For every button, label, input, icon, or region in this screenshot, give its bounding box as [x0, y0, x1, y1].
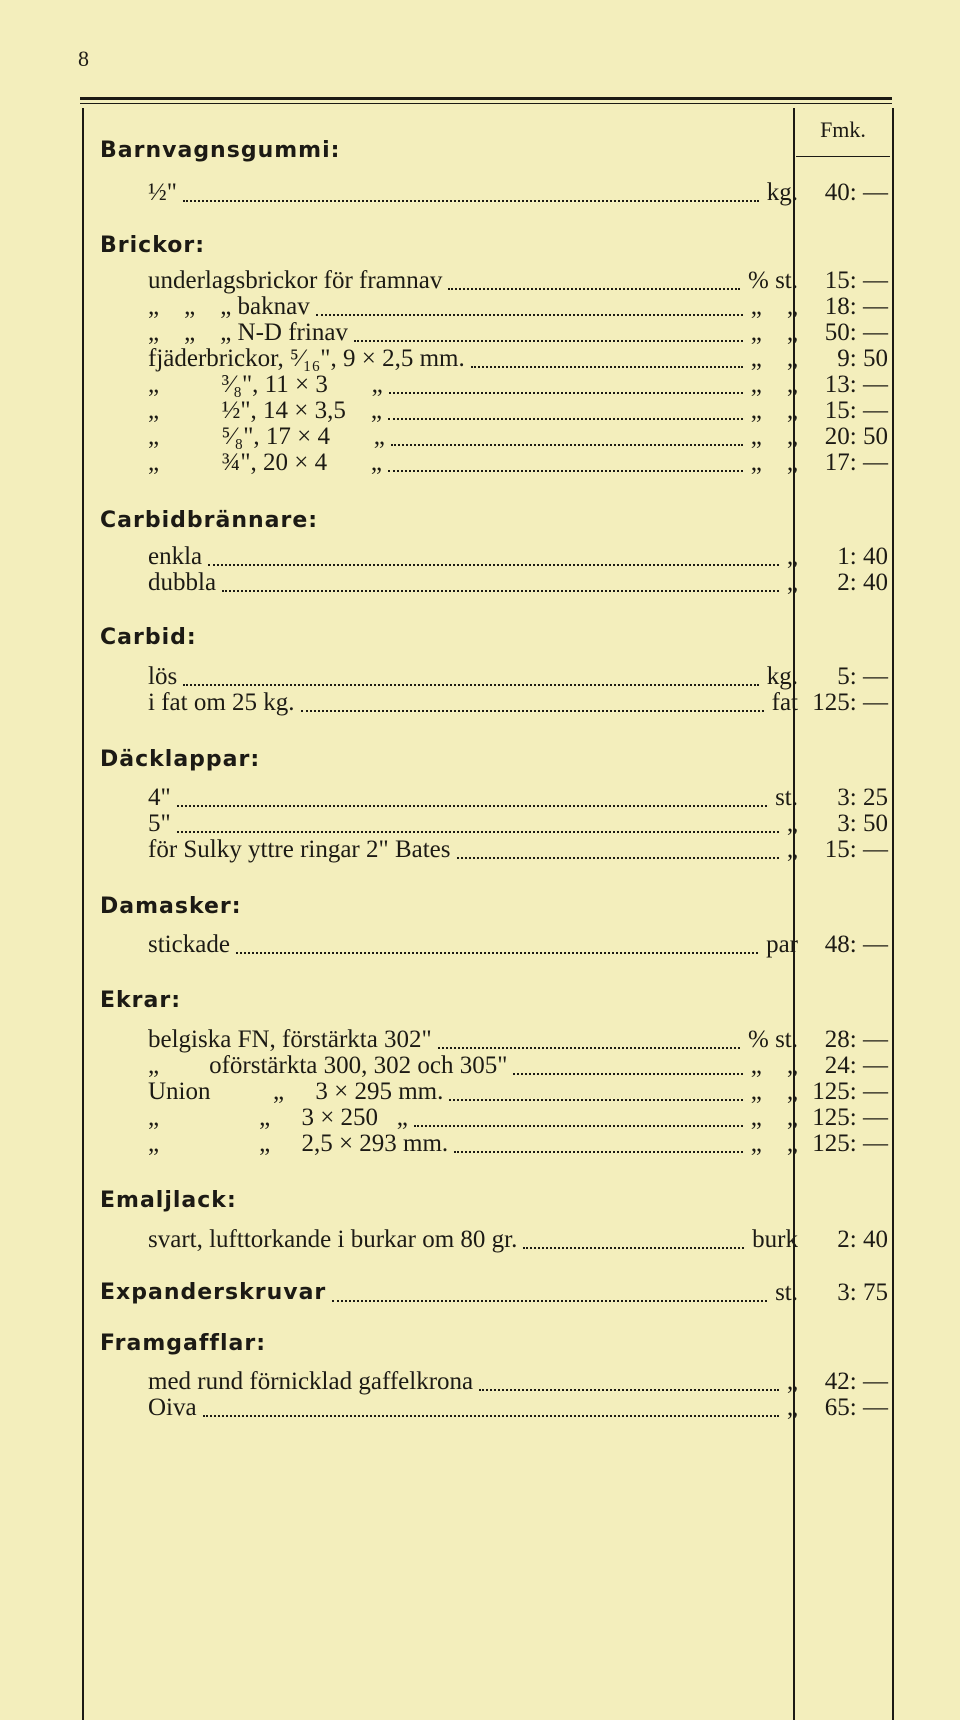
item-price: 5: — [837, 663, 888, 690]
item-description: ½" [148, 179, 177, 206]
item-price: 125: — [812, 1104, 888, 1131]
item-description: Union „ 3 × 295 mm. [148, 1078, 444, 1105]
item-description: fjäderbrickor, ⁵⁄₁₆", 9 × 2,5 mm. [148, 345, 465, 372]
item-price: 28: — [824, 1026, 888, 1053]
item-unit: par [766, 931, 798, 958]
item-price: 125: — [812, 689, 888, 716]
item-price: 40: — [824, 179, 888, 206]
item-unit: „ „ [750, 1078, 798, 1105]
item-unit: „ [786, 810, 798, 837]
item-unit: „ „ [750, 397, 798, 424]
item-description: lös [148, 663, 178, 690]
section-heading: Emaljlack: [100, 1188, 237, 1213]
item-description: „ „ „ N-D frinav [148, 319, 348, 346]
currency-header-underline [796, 156, 890, 157]
item-description: i fat om 25 kg. [148, 689, 295, 716]
section-heading: Carbidbrännare: [100, 508, 319, 533]
price-row [148, 1225, 892, 1255]
item-price: 20: 50 [824, 423, 888, 450]
section-heading: Ekrar: [100, 988, 182, 1013]
price-row [100, 1278, 888, 1308]
section-heading: Framgafflar: [100, 1331, 267, 1356]
section-heading: Barnvagnsgummi: [100, 138, 341, 163]
item-unit: „ [786, 1368, 798, 1395]
page-number: 8 [78, 46, 89, 71]
item-description: „ oförstärkta 300, 302 och 305" [148, 1052, 508, 1079]
item-price: 18: — [824, 293, 888, 320]
item-price: 15: — [824, 267, 888, 294]
item-description: med rund förnicklad gaffelkrona [148, 1368, 474, 1395]
dot-leader [183, 178, 759, 202]
dot-leader [177, 783, 767, 807]
item-unit: „ „ [750, 423, 798, 450]
item-price: 13: — [824, 371, 888, 398]
price-row [148, 1129, 892, 1159]
item-price: 15: — [824, 836, 888, 863]
item-price: 15: — [824, 397, 888, 424]
item-description: 5" [148, 810, 171, 837]
item-unit: kg. [766, 663, 798, 690]
section-heading: Brickor: [100, 233, 206, 258]
item-description: 4" [148, 784, 171, 811]
item-description: dubbla [148, 569, 217, 596]
price-row [148, 688, 892, 718]
item-unit: „ „ [750, 371, 798, 398]
left-column-rule [82, 108, 84, 1720]
item-price: 17: — [824, 449, 888, 476]
price-row [148, 178, 892, 208]
top-rule [80, 97, 892, 100]
item-description: „ ½", 14 × 3,5 „ [148, 397, 382, 424]
item-price: 3: 25 [837, 784, 888, 811]
dot-leader [236, 930, 758, 954]
item-description: enkla [148, 543, 203, 570]
item-description: „ ¾", 20 × 4 „ [148, 449, 382, 476]
item-price: 2: 40 [837, 569, 888, 596]
item-description: „ „ 2,5 × 293 mm. [148, 1130, 449, 1157]
item-price: 1: 40 [837, 543, 888, 570]
item-price: 42: — [824, 1368, 888, 1395]
price-row [148, 930, 892, 960]
right-column-rule [892, 108, 894, 1720]
item-price: 9: 50 [837, 345, 888, 372]
top-rule-thin [80, 103, 892, 104]
item-unit: „ [786, 569, 798, 596]
item-unit: „ „ [750, 449, 798, 476]
item-price: 3: 50 [837, 810, 888, 837]
item-unit: „ „ [750, 1052, 798, 1079]
item-unit: st. [775, 1279, 798, 1306]
item-description: „ ³⁄₈", 11 × 3 „ [148, 371, 383, 398]
item-price: 65: — [824, 1394, 888, 1421]
price-row [148, 1393, 892, 1423]
item-unit: % st. [748, 267, 798, 294]
price-row [148, 568, 892, 598]
item-unit: „ [786, 1394, 798, 1421]
item-price: 3: 75 [837, 1279, 888, 1306]
item-description: underlagsbrickor för framnav [148, 267, 443, 294]
item-description: Expanderskruvar [100, 1280, 327, 1305]
item-price: 125: — [812, 1130, 888, 1157]
price-row [148, 835, 892, 865]
item-unit: „ [786, 836, 798, 863]
item-description: „ ⁵⁄₈", 17 × 4 „ [148, 423, 385, 450]
currency-header: Fmk. [820, 117, 866, 142]
item-unit: „ „ [750, 319, 798, 346]
price-row [148, 448, 892, 478]
item-unit: „ „ [750, 345, 798, 372]
item-price: 125: — [812, 1078, 888, 1105]
item-unit: „ [786, 543, 798, 570]
item-price: 48: — [824, 931, 888, 958]
dot-leader [316, 292, 743, 316]
item-description: stickade [148, 931, 230, 958]
item-unit: „ „ [750, 293, 798, 320]
section-heading: Carbid: [100, 625, 197, 650]
item-unit: burk [752, 1226, 798, 1253]
item-price: 2: 40 [837, 1226, 888, 1253]
dot-leader [183, 662, 759, 686]
item-unit: % st. [748, 1026, 798, 1053]
item-unit: „ „ [750, 1130, 798, 1157]
item-price: 24: — [824, 1052, 888, 1079]
item-unit: fat [771, 689, 798, 716]
item-description: belgiska FN, förstärkta 302" [148, 1026, 432, 1053]
item-unit: st. [775, 784, 798, 811]
item-description: „ „ 3 × 250 „ [148, 1104, 408, 1131]
item-unit: „ „ [750, 1104, 798, 1131]
section-heading: Damasker: [100, 894, 242, 919]
item-unit: kg. [766, 179, 798, 206]
item-description: för Sulky yttre ringar 2" Bates [148, 836, 451, 863]
section-heading: Däcklappar: [100, 747, 261, 772]
dot-leader [354, 318, 743, 342]
item-description: Oiva [148, 1394, 197, 1421]
item-description: „ „ „ baknav [148, 293, 310, 320]
item-price: 50: — [824, 319, 888, 346]
item-description: svart, lufttorkande i burkar om 80 gr. [148, 1226, 518, 1253]
